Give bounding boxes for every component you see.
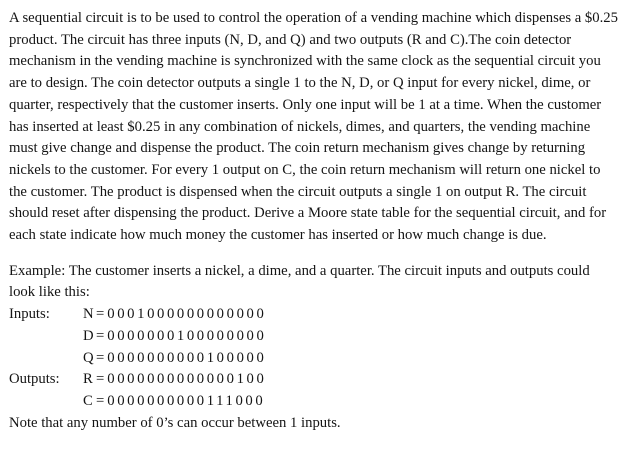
signal-name: N: [83, 306, 94, 323]
row-label-blank: [9, 391, 83, 413]
signal-table: [9, 304, 619, 412]
signal-name: D: [83, 327, 94, 344]
signal-name: C: [83, 392, 93, 409]
signal-sequence: 0000000100000000: [107, 327, 267, 344]
signal-sequence: 0000000000100000: [107, 349, 267, 366]
signal-name: R: [83, 371, 93, 388]
document-page: [9, 8, 619, 434]
equals-sign: =: [96, 306, 105, 323]
signal-row-q: [9, 348, 619, 370]
footnote: Note that any number of 0’s can occur between 1 inputs.: [9, 414, 341, 431]
equals-sign: =: [96, 392, 105, 409]
signal-name: Q: [83, 349, 94, 366]
signal-sequence: 0001000000000000: [107, 306, 267, 323]
row-label-blank: [9, 326, 83, 348]
inputs-label: Inputs:: [9, 306, 50, 323]
equals-sign: =: [96, 371, 105, 388]
signal-row-r: [9, 369, 619, 391]
equals-sign: =: [96, 327, 105, 344]
paragraph-spacer: [9, 247, 619, 261]
row-label-blank: [9, 348, 83, 370]
problem-statement: A sequential circuit is to be used to control the operation of a vending machine which dispenses a $0.25 product. The circuit has three inputs (N, D, and Q) and two outputs (R and C).The coin detector mechanism in the vending machine is synchronized with the same clock as the sequential circuit you are to design. The coin detector outputs a single 1 to the N, D, or Q input for every nickel, dime, or quarter, respectively that the customer inserts. Only one input will be 1 at a time. When the customer has inserted at least $0.25 in any combination of nickels, dimes, and quarters, the vending machine must give change and dispense the product. The coin return mechanism gives change by returning nickels to the customer. For every 1 output on C, the coin return mechanism will return one nickel to the customer. The product is dispensed when the circuit outputs a single 1 on output R. The circuit should reset after dispensing the product. Derive a Moore state table for the sequential circuit, and for each state indicate how much money the customer has inserted or how much change is due.: [9, 10, 618, 244]
signal-sequence: 0000000000111000: [107, 392, 266, 409]
signal-sequence: 0000000000000100: [107, 371, 267, 388]
equals-sign: =: [96, 349, 105, 366]
outputs-label: Outputs:: [9, 371, 60, 388]
signal-row-c: [9, 391, 619, 413]
example-intro: Example: The customer inserts a nickel, a dime, and a quarter. The circuit inputs and outputs could look like this:: [9, 262, 590, 301]
signal-row-d: [9, 326, 619, 348]
signal-row-n: [9, 304, 619, 326]
